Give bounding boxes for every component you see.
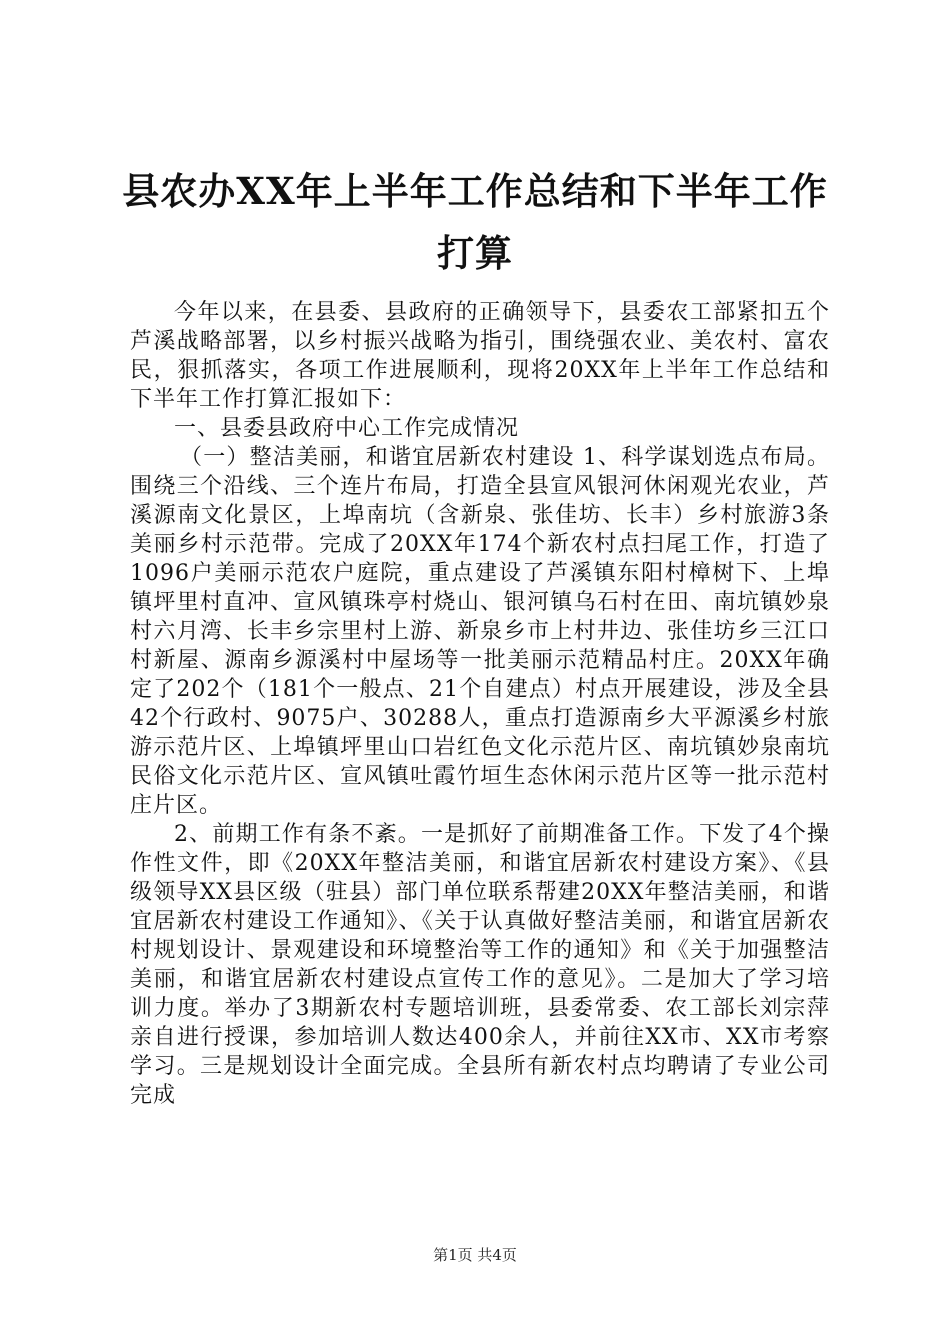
body-paragraph: （一）整洁美丽，和谐宜居新农村建设 1、科学谋划选点布局。围绕三个沿线、三个连片布局，打造全县宣风银河休闲观光农业，芦溪源南文化景区，上埠南坑（含新泉、张佳坊、长丰）乡村旅游3条美丽乡村示范带。完成了20XX年174个新农村点扫尾工作，打造了1096户美丽示范农户庭院，重点建设了芦溪镇东阳村樟树下、上埠镇坪里村直冲、宣风镇珠亭村烧山、银河镇乌石村在田、南坑镇妙泉村六月湾、长丰乡宗里村上游、新泉乡市上村井边、张佳坊乡三江口村新屋、源南乡源溪村中屋场等一批美丽示范精品村庄。20XX年确定了202个（181个一般点、21个自建点）村点开展建设，涉及全县42个行政村、9075户、30288人，重点打造源南乡大平源溪乡村旅游示范片区、上埠镇坪里山口岩红色文化示范片区、南坑镇妙泉南坑民俗文化示范片区、宣风镇吐霞竹垣生态休闲示范片区等一批示范村庄片区。 [130, 445, 830, 818]
section-heading: 一、县委县政府中心工作完成情况 [174, 416, 520, 441]
page-number: 第1页 共4页 [433, 1246, 517, 1264]
body-paragraph: 2、前期工作有条不紊。一是抓好了前期准备工作。下发了4个操作性文件，即《20XX年整洁美丽，和谐宜居新农村建设方案》、《县级领导XX县区级（驻县）部门单位联系帮建20XX年整洁美丽，和谐宜居新农村建设工作通知》、《关于认真做好整洁美丽，和谐宜居新农村规划设计、景观建设和环境整治等工作的通知》和《关于加强整洁美丽，和谐宜居新农村建设点宣传工作的意见》。二是加大了学习培训力度。举办了3期新农村专题培训班，县委常委、农工部长刘宗萍亲自进行授课，参加培训人数达400余人，并前往XX市、XX市考察学习。三是规划设计全面完成。全县所有新农村点均聘请了专业公司完成 [130, 822, 830, 1108]
intro-paragraph: 今年以来，在县委、县政府的正确领导下，县委农工部紧扣五个芦溪战略部署，以乡村振兴战略为指引，围绕强农业、美农村、富农民，狠抓落实，各项工作进展顺利，现将20XX年上半年工作总结和下半年工作打算汇报如下： [130, 300, 830, 412]
document-body [130, 298, 830, 1110]
document-title: 县农办XX年上半年工作总结和下半年工作打算 [122, 169, 828, 275]
